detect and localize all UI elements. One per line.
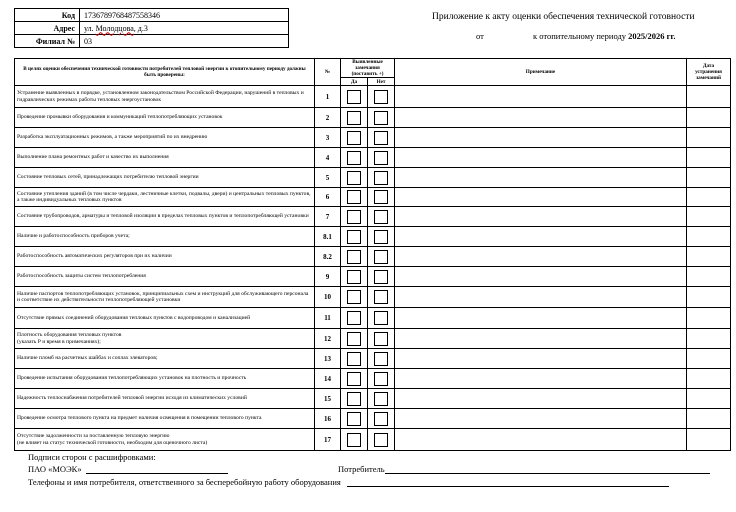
yes-checkbox[interactable] bbox=[347, 332, 361, 346]
address-suffix: , д.3 bbox=[133, 23, 148, 33]
date-cell[interactable] bbox=[687, 267, 731, 287]
no-checkbox-cell bbox=[368, 429, 395, 451]
address-street: Молодцова bbox=[95, 23, 134, 33]
yes-checkbox-cell bbox=[341, 267, 368, 287]
row-text: Плотность оборудования тепловых пунктов (указать Р и время в примечаниях); bbox=[15, 329, 315, 349]
no-checkbox[interactable] bbox=[374, 392, 388, 406]
yes-checkbox[interactable] bbox=[347, 311, 361, 325]
no-checkbox[interactable] bbox=[374, 250, 388, 264]
date-cell[interactable] bbox=[687, 168, 731, 188]
date-cell[interactable] bbox=[687, 369, 731, 389]
row-num: 4 bbox=[315, 148, 341, 168]
consumer-signature bbox=[338, 464, 710, 474]
date-cell[interactable] bbox=[687, 148, 731, 168]
yes-checkbox[interactable] bbox=[347, 290, 361, 304]
note-cell[interactable] bbox=[395, 128, 687, 148]
yes-checkbox-cell bbox=[341, 128, 368, 148]
col-header-no: Нет bbox=[368, 78, 395, 86]
row-num: 7 bbox=[315, 207, 341, 227]
date-cell[interactable] bbox=[687, 287, 731, 308]
no-checkbox-cell bbox=[368, 128, 395, 148]
yes-checkbox-cell bbox=[341, 349, 368, 369]
yes-checkbox-cell bbox=[341, 287, 368, 308]
table-row bbox=[15, 207, 731, 227]
date-cell[interactable] bbox=[687, 108, 731, 128]
phones-input-line[interactable] bbox=[347, 486, 669, 487]
yes-checkbox[interactable] bbox=[347, 190, 361, 204]
date-cell[interactable] bbox=[687, 86, 731, 108]
table-row bbox=[15, 329, 731, 349]
note-cell[interactable] bbox=[395, 168, 687, 188]
branch-value: 03 bbox=[80, 35, 289, 48]
org-signature bbox=[28, 464, 228, 474]
row-text: Состояние трубопроводов, арматуры и тепловой изоляции в пределах тепловых пунктов и теплопотребляющей установки bbox=[15, 207, 315, 227]
no-checkbox-cell bbox=[368, 247, 395, 267]
yes-checkbox[interactable] bbox=[347, 392, 361, 406]
no-checkbox[interactable] bbox=[374, 433, 388, 447]
no-checkbox[interactable] bbox=[374, 151, 388, 165]
row-text: Наличие пломб на расчетных шайбах и соплах элеваторов; bbox=[15, 349, 315, 369]
yes-checkbox[interactable] bbox=[347, 230, 361, 244]
yes-checkbox-cell bbox=[341, 389, 368, 409]
yes-checkbox-cell bbox=[341, 148, 368, 168]
row-num: 1 bbox=[315, 86, 341, 108]
period-label: к отопительному периоду bbox=[533, 31, 627, 41]
row-text: Проведение осмотра теплового пункта на предмет наличия освещения в помещении теплового пункта bbox=[15, 409, 315, 429]
address-value bbox=[80, 22, 289, 35]
table-row bbox=[15, 409, 731, 429]
table-row bbox=[15, 369, 731, 389]
no-checkbox-cell bbox=[368, 168, 395, 188]
row-num: 12 bbox=[315, 329, 341, 349]
row-num: 6 bbox=[315, 188, 341, 207]
table-row bbox=[15, 108, 731, 128]
no-checkbox[interactable] bbox=[374, 270, 388, 284]
row-text: Отсутствие задолженности за поставленную тепловую энергию (не влияет на статус технической готовности, необходим для оценочного листа) bbox=[15, 429, 315, 451]
note-cell[interactable] bbox=[395, 148, 687, 168]
no-checkbox[interactable] bbox=[374, 210, 388, 224]
note-cell[interactable] bbox=[395, 369, 687, 389]
row-text: Наличие и работоспособность приборов учета; bbox=[15, 227, 315, 247]
yes-checkbox-cell bbox=[341, 409, 368, 429]
no-checkbox-cell bbox=[368, 86, 395, 108]
no-checkbox-cell bbox=[368, 308, 395, 329]
note-cell[interactable] bbox=[395, 409, 687, 429]
yes-checkbox[interactable] bbox=[347, 171, 361, 185]
row-num: 2 bbox=[315, 108, 341, 128]
table-row bbox=[15, 287, 731, 308]
note-cell[interactable] bbox=[395, 227, 687, 247]
no-checkbox-cell bbox=[368, 227, 395, 247]
org-signature-line[interactable] bbox=[86, 473, 228, 474]
no-checkbox[interactable] bbox=[374, 372, 388, 386]
no-checkbox-cell bbox=[368, 329, 395, 349]
row-text: Устранение выявленных в порядке, установленном законодательством Российской Федерации, нарушений в тепловых и гидравлических режимах работы тепловых энергоустановок bbox=[15, 86, 315, 108]
no-checkbox[interactable] bbox=[374, 90, 388, 104]
yes-checkbox[interactable] bbox=[347, 412, 361, 426]
no-checkbox[interactable] bbox=[374, 352, 388, 366]
row-num: 9 bbox=[315, 267, 341, 287]
row-text: Проведение промывки оборудования и коммуникаций теплопотребляющих установок bbox=[15, 108, 315, 128]
yes-checkbox[interactable] bbox=[347, 90, 361, 104]
row-text: Выполнение плана ремонтных работ и качество их выполнения bbox=[15, 148, 315, 168]
no-checkbox[interactable] bbox=[374, 230, 388, 244]
row-num: 5 bbox=[315, 168, 341, 188]
row-num: 3 bbox=[315, 128, 341, 148]
no-checkbox[interactable] bbox=[374, 190, 388, 204]
no-checkbox[interactable] bbox=[374, 111, 388, 125]
note-cell[interactable] bbox=[395, 287, 687, 308]
col-header-num: № bbox=[315, 59, 341, 86]
row-text: Состояние утепления зданий (в том числе чердаки, лестничные клетки, подвалы, двери) и центральных тепловых пунктов, а также индивидуальных тепловых пунктов bbox=[15, 188, 315, 207]
no-checkbox[interactable] bbox=[374, 131, 388, 145]
address-label: Адрес bbox=[15, 22, 80, 35]
no-checkbox-cell bbox=[368, 188, 395, 207]
row-num: 11 bbox=[315, 308, 341, 329]
row-text: Наличие паспортов теплопотребляющих установок, принципиальных схем и инструкций для обслуживающего персонала и соответствие их действительности теплопотребляющей установки bbox=[15, 287, 315, 308]
yes-checkbox-cell bbox=[341, 329, 368, 349]
row-num: 8.2 bbox=[315, 247, 341, 267]
yes-checkbox[interactable] bbox=[347, 131, 361, 145]
date-cell[interactable] bbox=[687, 349, 731, 369]
no-checkbox[interactable] bbox=[374, 412, 388, 426]
date-cell[interactable] bbox=[687, 128, 731, 148]
code-label: Код bbox=[15, 9, 80, 22]
row-text: Надежность теплоснабжения потребителей тепловой энергии исходя из климатических условий bbox=[15, 389, 315, 409]
code-value: 1736789768487558346 bbox=[80, 9, 289, 22]
yes-checkbox[interactable] bbox=[347, 250, 361, 264]
table-row bbox=[15, 429, 731, 451]
no-checkbox-cell bbox=[368, 287, 395, 308]
no-checkbox-cell bbox=[368, 369, 395, 389]
table-row bbox=[15, 168, 731, 188]
table-row bbox=[15, 148, 731, 168]
date-cell[interactable] bbox=[687, 389, 731, 409]
no-checkbox-cell bbox=[368, 207, 395, 227]
row-text: Проведение испытания оборудования теплопотребляющих установок на плотность и прочность bbox=[15, 369, 315, 389]
period-value: 2025/2026 гг. bbox=[628, 31, 676, 41]
row-text: Работоспособность автоматических регуляторов при их наличии bbox=[15, 247, 315, 267]
row-text: Состояние тепловых сетей, принадлежащих потребителю тепловой энергии bbox=[15, 168, 315, 188]
table-row bbox=[15, 128, 731, 148]
no-checkbox-cell bbox=[368, 349, 395, 369]
no-checkbox[interactable] bbox=[374, 332, 388, 346]
date-cell[interactable] bbox=[687, 247, 731, 267]
date-cell[interactable] bbox=[687, 308, 731, 329]
col-header-yes: Да bbox=[341, 78, 368, 86]
row-text: Работоспособность защиты систем теплопотребления bbox=[15, 267, 315, 287]
note-cell[interactable] bbox=[395, 389, 687, 409]
yes-checkbox-cell bbox=[341, 429, 368, 451]
yes-checkbox-cell bbox=[341, 247, 368, 267]
table-row bbox=[15, 267, 731, 287]
table-row bbox=[15, 389, 731, 409]
yes-checkbox[interactable] bbox=[347, 111, 361, 125]
row-text: Разработка эксплуатационных режимов, а также мероприятий по их внедрению bbox=[15, 128, 315, 148]
note-cell[interactable] bbox=[395, 308, 687, 329]
no-checkbox[interactable] bbox=[374, 171, 388, 185]
no-checkbox-cell bbox=[368, 108, 395, 128]
note-cell[interactable] bbox=[395, 207, 687, 227]
consumer-label: Потребитель bbox=[338, 464, 385, 474]
consumer-signature-line[interactable] bbox=[385, 473, 710, 474]
note-cell[interactable] bbox=[395, 267, 687, 287]
yes-checkbox[interactable] bbox=[347, 210, 361, 224]
row-num: 14 bbox=[315, 369, 341, 389]
yes-checkbox[interactable] bbox=[347, 151, 361, 165]
row-num: 15 bbox=[315, 389, 341, 409]
yes-checkbox[interactable] bbox=[347, 352, 361, 366]
row-text: Отсутствие прямых соединений оборудования тепловых пунктов с водопроводом и канализацией bbox=[15, 308, 315, 329]
yes-checkbox-cell bbox=[341, 369, 368, 389]
appendix-title: Приложение к акту оценки обеспечения технической готовности bbox=[432, 12, 695, 22]
yes-checkbox-cell bbox=[341, 207, 368, 227]
note-cell[interactable] bbox=[395, 86, 687, 108]
date-cell[interactable] bbox=[687, 188, 731, 207]
table-row bbox=[15, 227, 731, 247]
table-row bbox=[15, 349, 731, 369]
yes-checkbox-cell bbox=[341, 86, 368, 108]
no-checkbox-cell bbox=[368, 389, 395, 409]
note-cell[interactable] bbox=[395, 188, 687, 207]
col-header-note: Примечание bbox=[395, 59, 687, 86]
date-cell[interactable] bbox=[687, 329, 731, 349]
header-info-table bbox=[14, 8, 289, 48]
yes-checkbox-cell bbox=[341, 308, 368, 329]
yes-checkbox-cell bbox=[341, 168, 368, 188]
row-num: 8.1 bbox=[315, 227, 341, 247]
period-line bbox=[533, 31, 676, 41]
yes-checkbox-cell bbox=[341, 188, 368, 207]
note-cell[interactable] bbox=[395, 329, 687, 349]
note-cell[interactable] bbox=[395, 247, 687, 267]
branch-label: Филиал № bbox=[15, 35, 80, 48]
no-checkbox[interactable] bbox=[374, 290, 388, 304]
yes-checkbox[interactable] bbox=[347, 433, 361, 447]
yes-checkbox[interactable] bbox=[347, 372, 361, 386]
phones-label: Телефоны и имя потребителя, ответственного за бесперебойную работу оборудования bbox=[28, 477, 341, 487]
date-cell[interactable] bbox=[687, 409, 731, 429]
no-checkbox-cell bbox=[368, 148, 395, 168]
no-checkbox-cell bbox=[368, 409, 395, 429]
col-header-date: Дата устранения замечаний bbox=[687, 59, 731, 86]
row-num: 10 bbox=[315, 287, 341, 308]
org-label: ПАО «МОЭК» bbox=[28, 464, 82, 474]
date-cell[interactable] bbox=[687, 207, 731, 227]
table-row bbox=[15, 308, 731, 329]
table-row bbox=[15, 188, 731, 207]
address-prefix: ул. bbox=[84, 23, 96, 33]
no-checkbox-cell bbox=[368, 267, 395, 287]
table-row bbox=[15, 247, 731, 267]
row-num: 13 bbox=[315, 349, 341, 369]
date-cell[interactable] bbox=[687, 227, 731, 247]
date-cell[interactable] bbox=[687, 429, 731, 451]
col-header-item: В целях оценки обеспечения технической готовности потребителей тепловой энергии к отопительному периоду должны быть проверены: bbox=[15, 59, 315, 86]
yes-checkbox-cell bbox=[341, 227, 368, 247]
row-num: 17 bbox=[315, 429, 341, 451]
no-checkbox[interactable] bbox=[374, 311, 388, 325]
table-row bbox=[15, 86, 731, 108]
col-header-remarks: Выявленные замечания (поставить +) bbox=[341, 59, 395, 78]
note-cell[interactable] bbox=[395, 429, 687, 451]
yes-checkbox-cell bbox=[341, 108, 368, 128]
note-cell[interactable] bbox=[395, 349, 687, 369]
checklist-table bbox=[14, 58, 731, 451]
note-cell[interactable] bbox=[395, 108, 687, 128]
yes-checkbox[interactable] bbox=[347, 270, 361, 284]
from-label: от bbox=[476, 31, 484, 41]
phones-line bbox=[28, 477, 669, 487]
row-num: 16 bbox=[315, 409, 341, 429]
signatures-title: Подписи сторон с расшифровками: bbox=[28, 452, 156, 462]
